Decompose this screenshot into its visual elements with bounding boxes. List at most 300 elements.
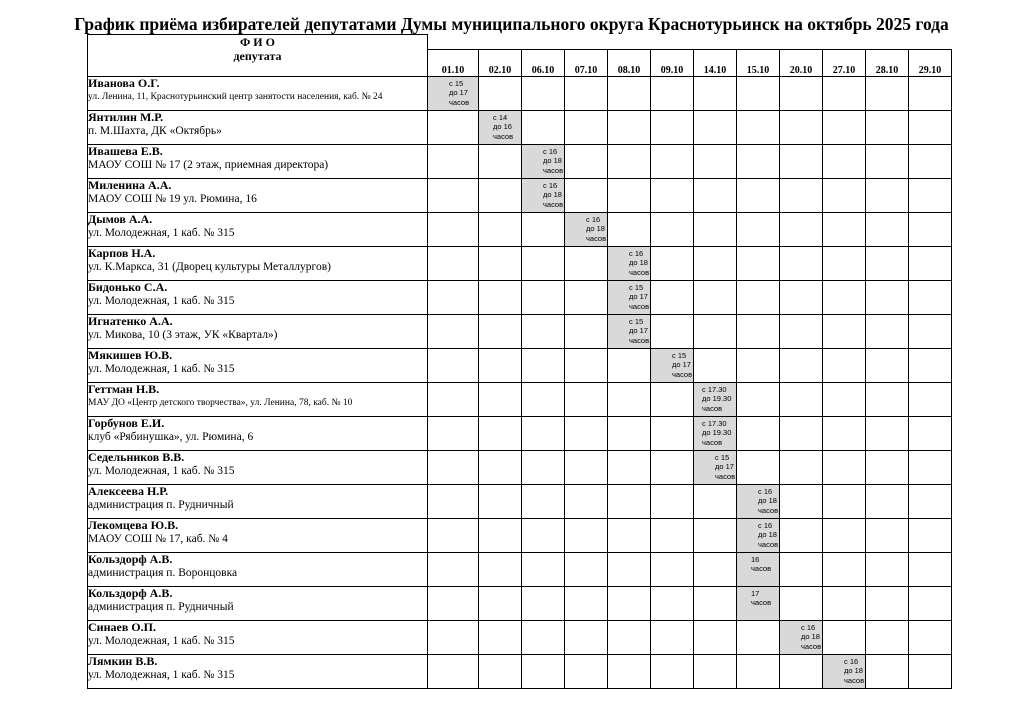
- schedule-cell: [608, 382, 651, 416]
- schedule-cell: [651, 484, 694, 518]
- schedule-cell: [737, 178, 780, 212]
- reception-address: администрация п. Воронцовка: [88, 566, 238, 579]
- deputy-name: Алексеева Н.Р.: [88, 484, 169, 498]
- deputy-name: Иванова О.Г.: [88, 76, 160, 90]
- schedule-cell: [522, 348, 565, 382]
- schedule-cell: [694, 280, 737, 314]
- date-header: 07.10: [565, 49, 608, 76]
- schedule-cell: [737, 280, 780, 314]
- table-row: [88, 280, 952, 314]
- reception-time-line: часов: [801, 641, 822, 651]
- schedule-cell: [780, 654, 823, 688]
- deputy-cell: [88, 620, 428, 654]
- schedule-cell: [909, 450, 952, 484]
- schedule-cell: [428, 586, 479, 620]
- deputy-cell: [88, 586, 428, 620]
- deputy-cell: [88, 212, 428, 246]
- reception-time-line: часов: [702, 403, 723, 413]
- schedule-cell: [651, 382, 694, 416]
- date-header: 27.10: [823, 49, 866, 76]
- reception-time-cell: [565, 212, 608, 246]
- schedule-cell: [479, 552, 522, 586]
- reception-time-cell: [694, 382, 737, 416]
- schedule-cell: [780, 280, 823, 314]
- deputy-cell: [88, 110, 428, 144]
- schedule-cell: [737, 382, 780, 416]
- schedule-cell: [651, 654, 694, 688]
- schedule-cell: [522, 586, 565, 620]
- reception-address: ул. Молодежная, 1 каб. № 315: [88, 634, 235, 647]
- schedule-cell: [780, 552, 823, 586]
- schedule-cell: [866, 484, 909, 518]
- reception-time-line: часов: [543, 199, 564, 209]
- table-row: [88, 518, 952, 552]
- schedule-cell: [651, 76, 694, 110]
- schedule-cell: [651, 552, 694, 586]
- schedule-cell: [909, 552, 952, 586]
- reception-time-line: с 16: [629, 248, 644, 258]
- schedule-cell: [909, 110, 952, 144]
- table-row: [88, 586, 952, 620]
- date-header: 08.10: [608, 49, 651, 76]
- reception-time-line: с 16: [543, 180, 558, 190]
- schedule-cell: [909, 246, 952, 280]
- schedule-cell: [565, 110, 608, 144]
- schedule-cell: [909, 518, 952, 552]
- header-spacer: [428, 35, 952, 50]
- deputy-name: Лекомцева Ю.В.: [88, 518, 179, 532]
- schedule-cell: [823, 484, 866, 518]
- schedule-cell: [780, 76, 823, 110]
- table-row: [88, 552, 952, 586]
- schedule-cell: [522, 416, 565, 450]
- reception-address: администрация п. Рудничный: [88, 498, 234, 511]
- schedule-cell: [522, 212, 565, 246]
- schedule-cell: [522, 620, 565, 654]
- schedule-cell: [522, 280, 565, 314]
- schedule-cell: [565, 416, 608, 450]
- schedule-cell: [909, 586, 952, 620]
- schedule-cell: [651, 450, 694, 484]
- schedule-cell: [909, 144, 952, 178]
- schedule-cell: [823, 348, 866, 382]
- table-row: [88, 348, 952, 382]
- deputy-cell: [88, 484, 428, 518]
- schedule-cell: [694, 246, 737, 280]
- schedule-cell: [737, 110, 780, 144]
- schedule-cell: [866, 280, 909, 314]
- schedule-cell: [428, 314, 479, 348]
- schedule-cell: [428, 552, 479, 586]
- schedule-cell: [428, 450, 479, 484]
- schedule-cell: [694, 348, 737, 382]
- reception-time-line: с 15: [629, 316, 644, 326]
- table-row: [88, 484, 952, 518]
- schedule-cell: [651, 110, 694, 144]
- deputy-name: Кольздорф А.В.: [88, 586, 173, 600]
- schedule-cell: [737, 348, 780, 382]
- reception-time-line: часов: [715, 471, 736, 481]
- deputy-name: Кольздорф А.В.: [88, 552, 173, 566]
- reception-address: МАУ ДО «Центр детского творчества», ул. Ленина, 78, каб. № 10: [88, 397, 353, 408]
- schedule-cell: [823, 518, 866, 552]
- deputy-name: Миленина А.А.: [88, 178, 172, 192]
- schedule-cell: [780, 416, 823, 450]
- schedule-cell: [608, 518, 651, 552]
- schedule-cell: [780, 246, 823, 280]
- schedule-cell: [780, 518, 823, 552]
- schedule-cell: [608, 348, 651, 382]
- reception-time-line: до 18: [758, 530, 777, 539]
- schedule-cell: [565, 552, 608, 586]
- schedule-cell: [608, 76, 651, 110]
- schedule-cell: [909, 348, 952, 382]
- reception-time-line: с 14: [493, 112, 508, 122]
- reception-address: администрация п. Рудничный: [88, 600, 234, 613]
- schedule-cell: [522, 654, 565, 688]
- schedule-cell: [909, 76, 952, 110]
- reception-time-line: до 18: [629, 258, 648, 267]
- schedule-cell: [866, 586, 909, 620]
- schedule-cell: [780, 348, 823, 382]
- reception-address: МАОУ СОШ № 17, каб. № 4: [88, 532, 228, 545]
- schedule-cell: [737, 416, 780, 450]
- schedule-cell: [651, 280, 694, 314]
- schedule-cell: [780, 484, 823, 518]
- reception-address: МАОУ СОШ № 19 ул. Рюмина, 16: [88, 192, 257, 205]
- deputy-name: Бидонько С.А.: [88, 280, 168, 294]
- reception-time-line: с 17.30: [702, 418, 727, 428]
- reception-time-line: часов: [758, 539, 779, 549]
- schedule-cell: [651, 246, 694, 280]
- reception-time-line: часов: [629, 335, 650, 345]
- reception-time-cell: [479, 110, 522, 144]
- schedule-cell: [780, 450, 823, 484]
- fio-header: [88, 35, 428, 77]
- schedule-cell: [737, 212, 780, 246]
- reception-time-cell: [428, 76, 479, 110]
- schedule-cell: [866, 620, 909, 654]
- schedule-cell: [651, 586, 694, 620]
- schedule-cell: [428, 654, 479, 688]
- schedule-cell: [866, 212, 909, 246]
- reception-time-line: часов: [449, 97, 470, 107]
- schedule-cell: [737, 620, 780, 654]
- schedule-cell: [780, 586, 823, 620]
- reception-time-line: до 18: [844, 666, 863, 675]
- schedule-cell: [866, 416, 909, 450]
- schedule-cell: [428, 212, 479, 246]
- schedule-cell: [608, 484, 651, 518]
- schedule-cell: [823, 314, 866, 348]
- schedule-cell: [823, 552, 866, 586]
- schedule-cell: [565, 348, 608, 382]
- deputy-cell: [88, 348, 428, 382]
- schedule-cell: [565, 620, 608, 654]
- schedule-cell: [479, 654, 522, 688]
- reception-time-line: 17: [751, 588, 760, 598]
- deputy-cell: [88, 314, 428, 348]
- schedule-cell: [823, 620, 866, 654]
- schedule-cell: [651, 518, 694, 552]
- deputy-name: Ивашева Е.В.: [88, 144, 163, 158]
- schedule-cell: [909, 212, 952, 246]
- reception-time-cell: [737, 484, 780, 518]
- deputy-name: Игнатенко А.А.: [88, 314, 173, 328]
- table-row: [88, 110, 952, 144]
- schedule-cell: [866, 450, 909, 484]
- reception-address: ул. Молодежная, 1 каб. № 315: [88, 362, 235, 375]
- schedule-cell: [780, 144, 823, 178]
- schedule-cell: [479, 416, 522, 450]
- reception-time-line: с 15: [715, 452, 730, 462]
- deputy-name: Лямкин В.В.: [88, 654, 158, 668]
- schedule-cell: [694, 620, 737, 654]
- schedule-cell: [522, 246, 565, 280]
- schedule-cell: [565, 450, 608, 484]
- table-row: [88, 246, 952, 280]
- reception-time-line: до 18: [543, 156, 562, 165]
- schedule-cell: [866, 144, 909, 178]
- reception-address: ул. Молодежная, 1 каб. № 315: [88, 464, 235, 477]
- schedule-cell: [823, 416, 866, 450]
- deputy-cell: [88, 144, 428, 178]
- schedule-cell: [479, 620, 522, 654]
- schedule-cell: [909, 620, 952, 654]
- schedule-cell: [428, 110, 479, 144]
- reception-address: клуб «Рябинушка», ул. Рюмина, 6: [88, 430, 254, 443]
- fio-header-line2: депутата: [233, 49, 282, 63]
- deputy-name: Седельников В.В.: [88, 450, 185, 464]
- schedule-cell: [694, 314, 737, 348]
- schedule-cell: [866, 552, 909, 586]
- reception-time-cell: [522, 178, 565, 212]
- schedule-cell: [565, 246, 608, 280]
- reception-address: ул. Ленина, 11, Краснотурьинский центр занятости населения, каб. № 24: [88, 91, 383, 102]
- reception-time-line: до 17: [715, 462, 734, 471]
- schedule-cell: [694, 178, 737, 212]
- schedule-cell: [522, 76, 565, 110]
- reception-time-line: часов: [751, 564, 772, 573]
- schedule-cell: [479, 212, 522, 246]
- reception-time-cell: [522, 144, 565, 178]
- schedule-cell: [428, 382, 479, 416]
- schedule-cell: [479, 484, 522, 518]
- schedule-cell: [823, 178, 866, 212]
- reception-address: МАОУ СОШ № 17 (2 этаж, приемная директора): [88, 158, 329, 171]
- table-row: [88, 76, 952, 110]
- schedule-cell: [608, 552, 651, 586]
- deputy-cell: [88, 518, 428, 552]
- schedule-cell: [479, 76, 522, 110]
- schedule-cell: [823, 382, 866, 416]
- reception-time-cell: [608, 280, 651, 314]
- schedule-cell: [479, 586, 522, 620]
- reception-time-line: до 18: [586, 224, 605, 233]
- schedule-cell: [522, 314, 565, 348]
- reception-time-line: до 18: [801, 632, 820, 641]
- schedule-cell: [565, 586, 608, 620]
- schedule-cell: [780, 178, 823, 212]
- deputy-cell: [88, 76, 428, 110]
- schedule-cell: [909, 382, 952, 416]
- schedule-cell: [780, 314, 823, 348]
- schedule-cell: [651, 178, 694, 212]
- schedule-cell: [479, 382, 522, 416]
- reception-time-line: с 16: [801, 622, 816, 632]
- reception-time-line: с 16: [758, 486, 773, 496]
- reception-time-line: часов: [751, 598, 772, 607]
- reception-time-line: до 17: [629, 292, 648, 301]
- schedule-cell: [737, 450, 780, 484]
- schedule-cell: [522, 484, 565, 518]
- schedule-cell: [522, 552, 565, 586]
- schedule-cell: [737, 314, 780, 348]
- schedule-cell: [522, 450, 565, 484]
- schedule-cell: [737, 654, 780, 688]
- schedule-cell: [565, 280, 608, 314]
- deputy-name: Горбунов Е.И.: [88, 416, 165, 430]
- reception-time-line: до 17: [629, 326, 648, 335]
- schedule-cell: [651, 416, 694, 450]
- schedule-cell: [565, 144, 608, 178]
- schedule-cell: [565, 314, 608, 348]
- schedule-cell: [866, 518, 909, 552]
- date-header: 01.10: [428, 49, 479, 76]
- reception-address: ул. Молодежная, 1 каб. № 315: [88, 294, 235, 307]
- reception-time-line: до 18: [758, 496, 777, 505]
- schedule-cell: [479, 348, 522, 382]
- reception-time-line: до 19.30: [702, 428, 732, 437]
- deputy-name: Дымов А.А.: [88, 212, 153, 226]
- date-header: 20.10: [780, 49, 823, 76]
- schedule-table: [87, 34, 952, 689]
- deputy-cell: [88, 178, 428, 212]
- schedule-cell: [823, 212, 866, 246]
- reception-time-line: с 15: [449, 78, 464, 88]
- table-row: [88, 144, 952, 178]
- deputy-cell: [88, 552, 428, 586]
- deputy-name: Янтилин М.Р.: [88, 110, 164, 124]
- schedule-cell: [866, 382, 909, 416]
- reception-time-line: с 15: [672, 350, 687, 360]
- deputy-name: Геттман Н.В.: [88, 382, 160, 396]
- schedule-cell: [428, 518, 479, 552]
- reception-time-line: с 16: [543, 146, 558, 156]
- schedule-cell: [428, 144, 479, 178]
- schedule-cell: [428, 178, 479, 212]
- date-header: 09.10: [651, 49, 694, 76]
- table-row: [88, 620, 952, 654]
- reception-time-line: часов: [702, 437, 723, 447]
- schedule-cell: [651, 212, 694, 246]
- schedule-cell: [866, 246, 909, 280]
- reception-time-line: с 16: [844, 656, 859, 666]
- reception-time-line: до 17: [449, 88, 468, 97]
- schedule-cell: [479, 178, 522, 212]
- schedule-cell: [780, 110, 823, 144]
- schedule-cell: [651, 314, 694, 348]
- schedule-cell: [522, 110, 565, 144]
- schedule-cell: [694, 76, 737, 110]
- schedule-cell: [909, 314, 952, 348]
- table-row: [88, 450, 952, 484]
- schedule-cell: [823, 586, 866, 620]
- schedule-cell: [608, 586, 651, 620]
- schedule-cell: [565, 518, 608, 552]
- schedule-cell: [565, 382, 608, 416]
- reception-time-line: часов: [586, 233, 607, 243]
- schedule-cell: [823, 246, 866, 280]
- schedule-cell: [866, 178, 909, 212]
- reception-address: ул. Молодежная, 1 каб. № 315: [88, 226, 235, 239]
- schedule-cell: [428, 484, 479, 518]
- schedule-cell: [737, 144, 780, 178]
- schedule-cell: [866, 654, 909, 688]
- schedule-cell: [608, 144, 651, 178]
- reception-time-line: часов: [629, 301, 650, 311]
- schedule-cell: [522, 518, 565, 552]
- schedule-cell: [608, 620, 651, 654]
- schedule-cell: [823, 280, 866, 314]
- schedule-cell: [608, 416, 651, 450]
- schedule-cell: [909, 654, 952, 688]
- reception-time-line: с 16: [586, 214, 601, 224]
- schedule-cell: [479, 450, 522, 484]
- schedule-cell: [909, 416, 952, 450]
- reception-time-line: часов: [672, 369, 693, 379]
- schedule-cell: [428, 280, 479, 314]
- schedule-cell: [565, 654, 608, 688]
- date-header: 06.10: [522, 49, 565, 76]
- schedule-cell: [428, 416, 479, 450]
- schedule-cell: [479, 280, 522, 314]
- table-row: [88, 416, 952, 450]
- reception-time-line: с 15: [629, 282, 644, 292]
- reception-time-cell: [737, 518, 780, 552]
- schedule-cell: [866, 348, 909, 382]
- schedule-cell: [694, 110, 737, 144]
- schedule-cell: [428, 348, 479, 382]
- table-row: [88, 314, 952, 348]
- schedule-cell: [479, 518, 522, 552]
- schedule-cell: [565, 484, 608, 518]
- schedule-cell: [823, 450, 866, 484]
- reception-time-cell: [694, 450, 737, 484]
- schedule-cell: [479, 246, 522, 280]
- reception-time-line: до 19.30: [702, 394, 732, 403]
- reception-time-cell: [608, 246, 651, 280]
- reception-time-line: часов: [758, 505, 779, 515]
- schedule-cell: [823, 144, 866, 178]
- schedule-cell: [866, 110, 909, 144]
- fio-header-line1: Ф И О: [240, 35, 275, 49]
- reception-address: ул. Микова, 10 (3 этаж, УК «Квартал»): [88, 328, 278, 341]
- schedule-cell: [608, 178, 651, 212]
- schedule-cell: [428, 620, 479, 654]
- schedule-cell: [608, 110, 651, 144]
- reception-time-cell: [651, 348, 694, 382]
- table-row: [88, 382, 952, 416]
- table-row: [88, 178, 952, 212]
- schedule-cell: [565, 76, 608, 110]
- schedule-cell: [608, 212, 651, 246]
- schedule-cell: [909, 484, 952, 518]
- schedule-cell: [651, 144, 694, 178]
- table-row: [88, 212, 952, 246]
- schedule-cell: [694, 484, 737, 518]
- schedule-cell: [823, 76, 866, 110]
